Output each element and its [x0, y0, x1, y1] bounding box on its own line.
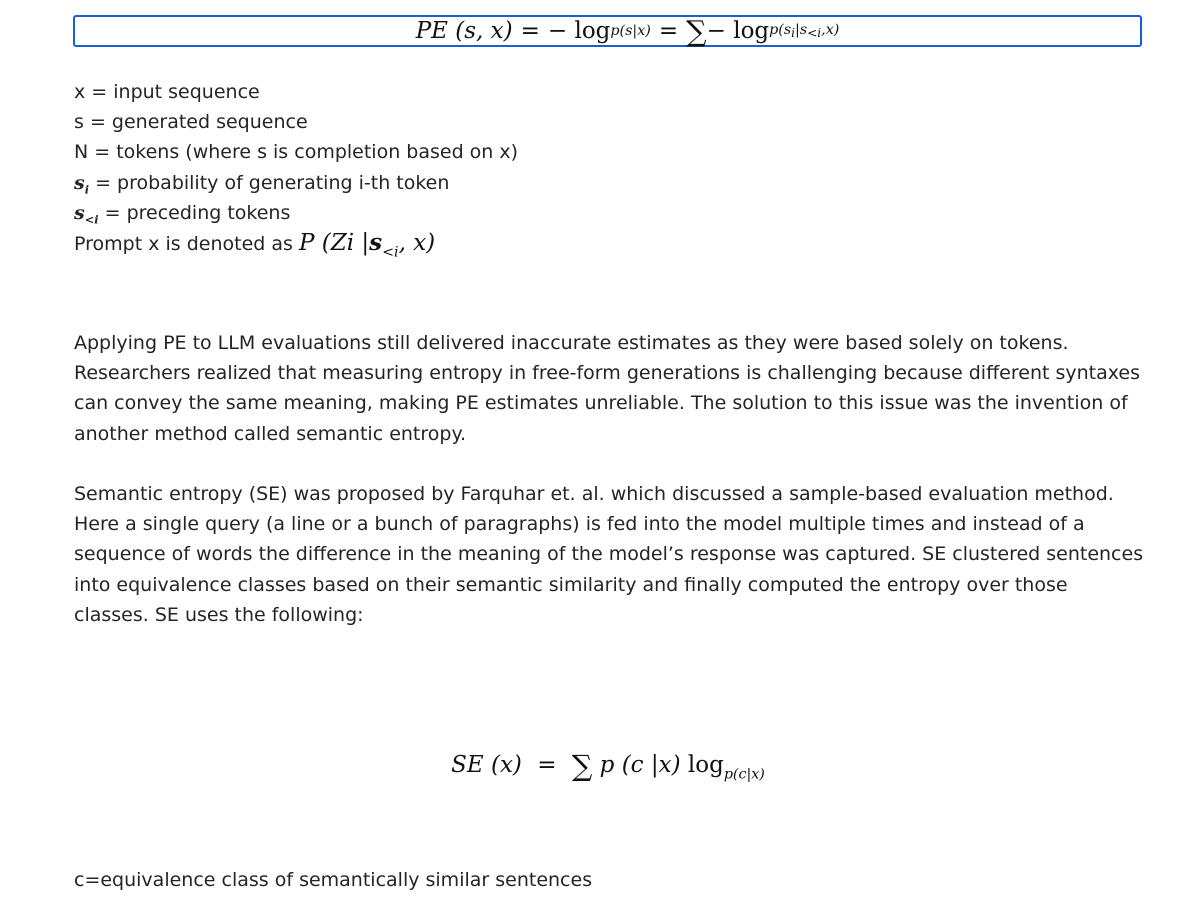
variable-definitions	[74, 77, 519, 261]
paragraph-pe-limitations: Applying PE to LLM evaluations still delivered inaccurate estimates as they were based solely on tokens. Researchers realized that measuring entropy in free-form generations is challenging because different syntaxes can convey the same meaning, making PE estimates unreliable. The solution to this issue was the invention of another method called semantic entropy.	[74, 332, 1140, 445]
pe-formula-neg-log-2: − log	[706, 18, 770, 44]
s-less-i-symbol: $s_{<i}$	[74, 201, 99, 227]
pe-formula-subscript-2: p(si|s<i,x)	[769, 21, 840, 40]
si-symbol: $s_i$	[74, 171, 90, 197]
pe-formula-lhs: PE (s, x)	[415, 18, 513, 44]
footnote-equivalence-class: c=equivalence class of semantically similar sentences	[74, 869, 593, 891]
se-formula-subscript: p(c|x)	[723, 766, 765, 783]
definition-s: s = generated sequence	[74, 111, 308, 134]
definition-si: $s_i$ = probability of generating i-th token	[74, 171, 450, 197]
se-formula-body: p (c |x)	[599, 752, 688, 778]
pe-formula-box: PE (s, x) = − log p(s|x) = ∑ − log p(si|s<i,x)	[73, 15, 1142, 47]
definition-n: N = tokens (where s is completion based on x)	[74, 141, 519, 164]
se-formula-equals: =	[537, 752, 557, 778]
se-formula	[0, 748, 1200, 783]
pe-formula-subscript-1: p(s|x)	[610, 23, 651, 39]
paragraph-semantic-entropy: Semantic entropy (SE) was proposed by Farquhar et. al. which discussed a sample-based evaluation method. Here a single query (a line or a bunch of paragraphs) is fed into the model multiple times and instead of a sequence of words the difference in the meaning of the model’s response was captured. SE clustered sentences into equivalence classes based on their semantic similarity and finally computed the entropy over those classes. SE uses the following:	[74, 483, 1144, 626]
se-formula-log: log	[687, 752, 724, 778]
definition-x: x = input sequence	[74, 81, 260, 103]
definition-prompt: Prompt x is denoted as P (Zi $|s_{<i}$, x)	[74, 228, 436, 261]
definition-s-less-i: $s_{<i}$ = preceding tokens	[74, 201, 291, 227]
pe-formula-equals-2: =	[658, 18, 679, 44]
sum-symbol: ∑	[571, 748, 593, 783]
prompt-formula: P (Zi $|s_{<i}$, x)	[298, 228, 436, 261]
pe-formula-neg-log-1: − log	[547, 18, 611, 44]
pe-formula-equals-1: =	[520, 18, 540, 44]
se-formula-lhs: SE (x)	[451, 752, 522, 778]
